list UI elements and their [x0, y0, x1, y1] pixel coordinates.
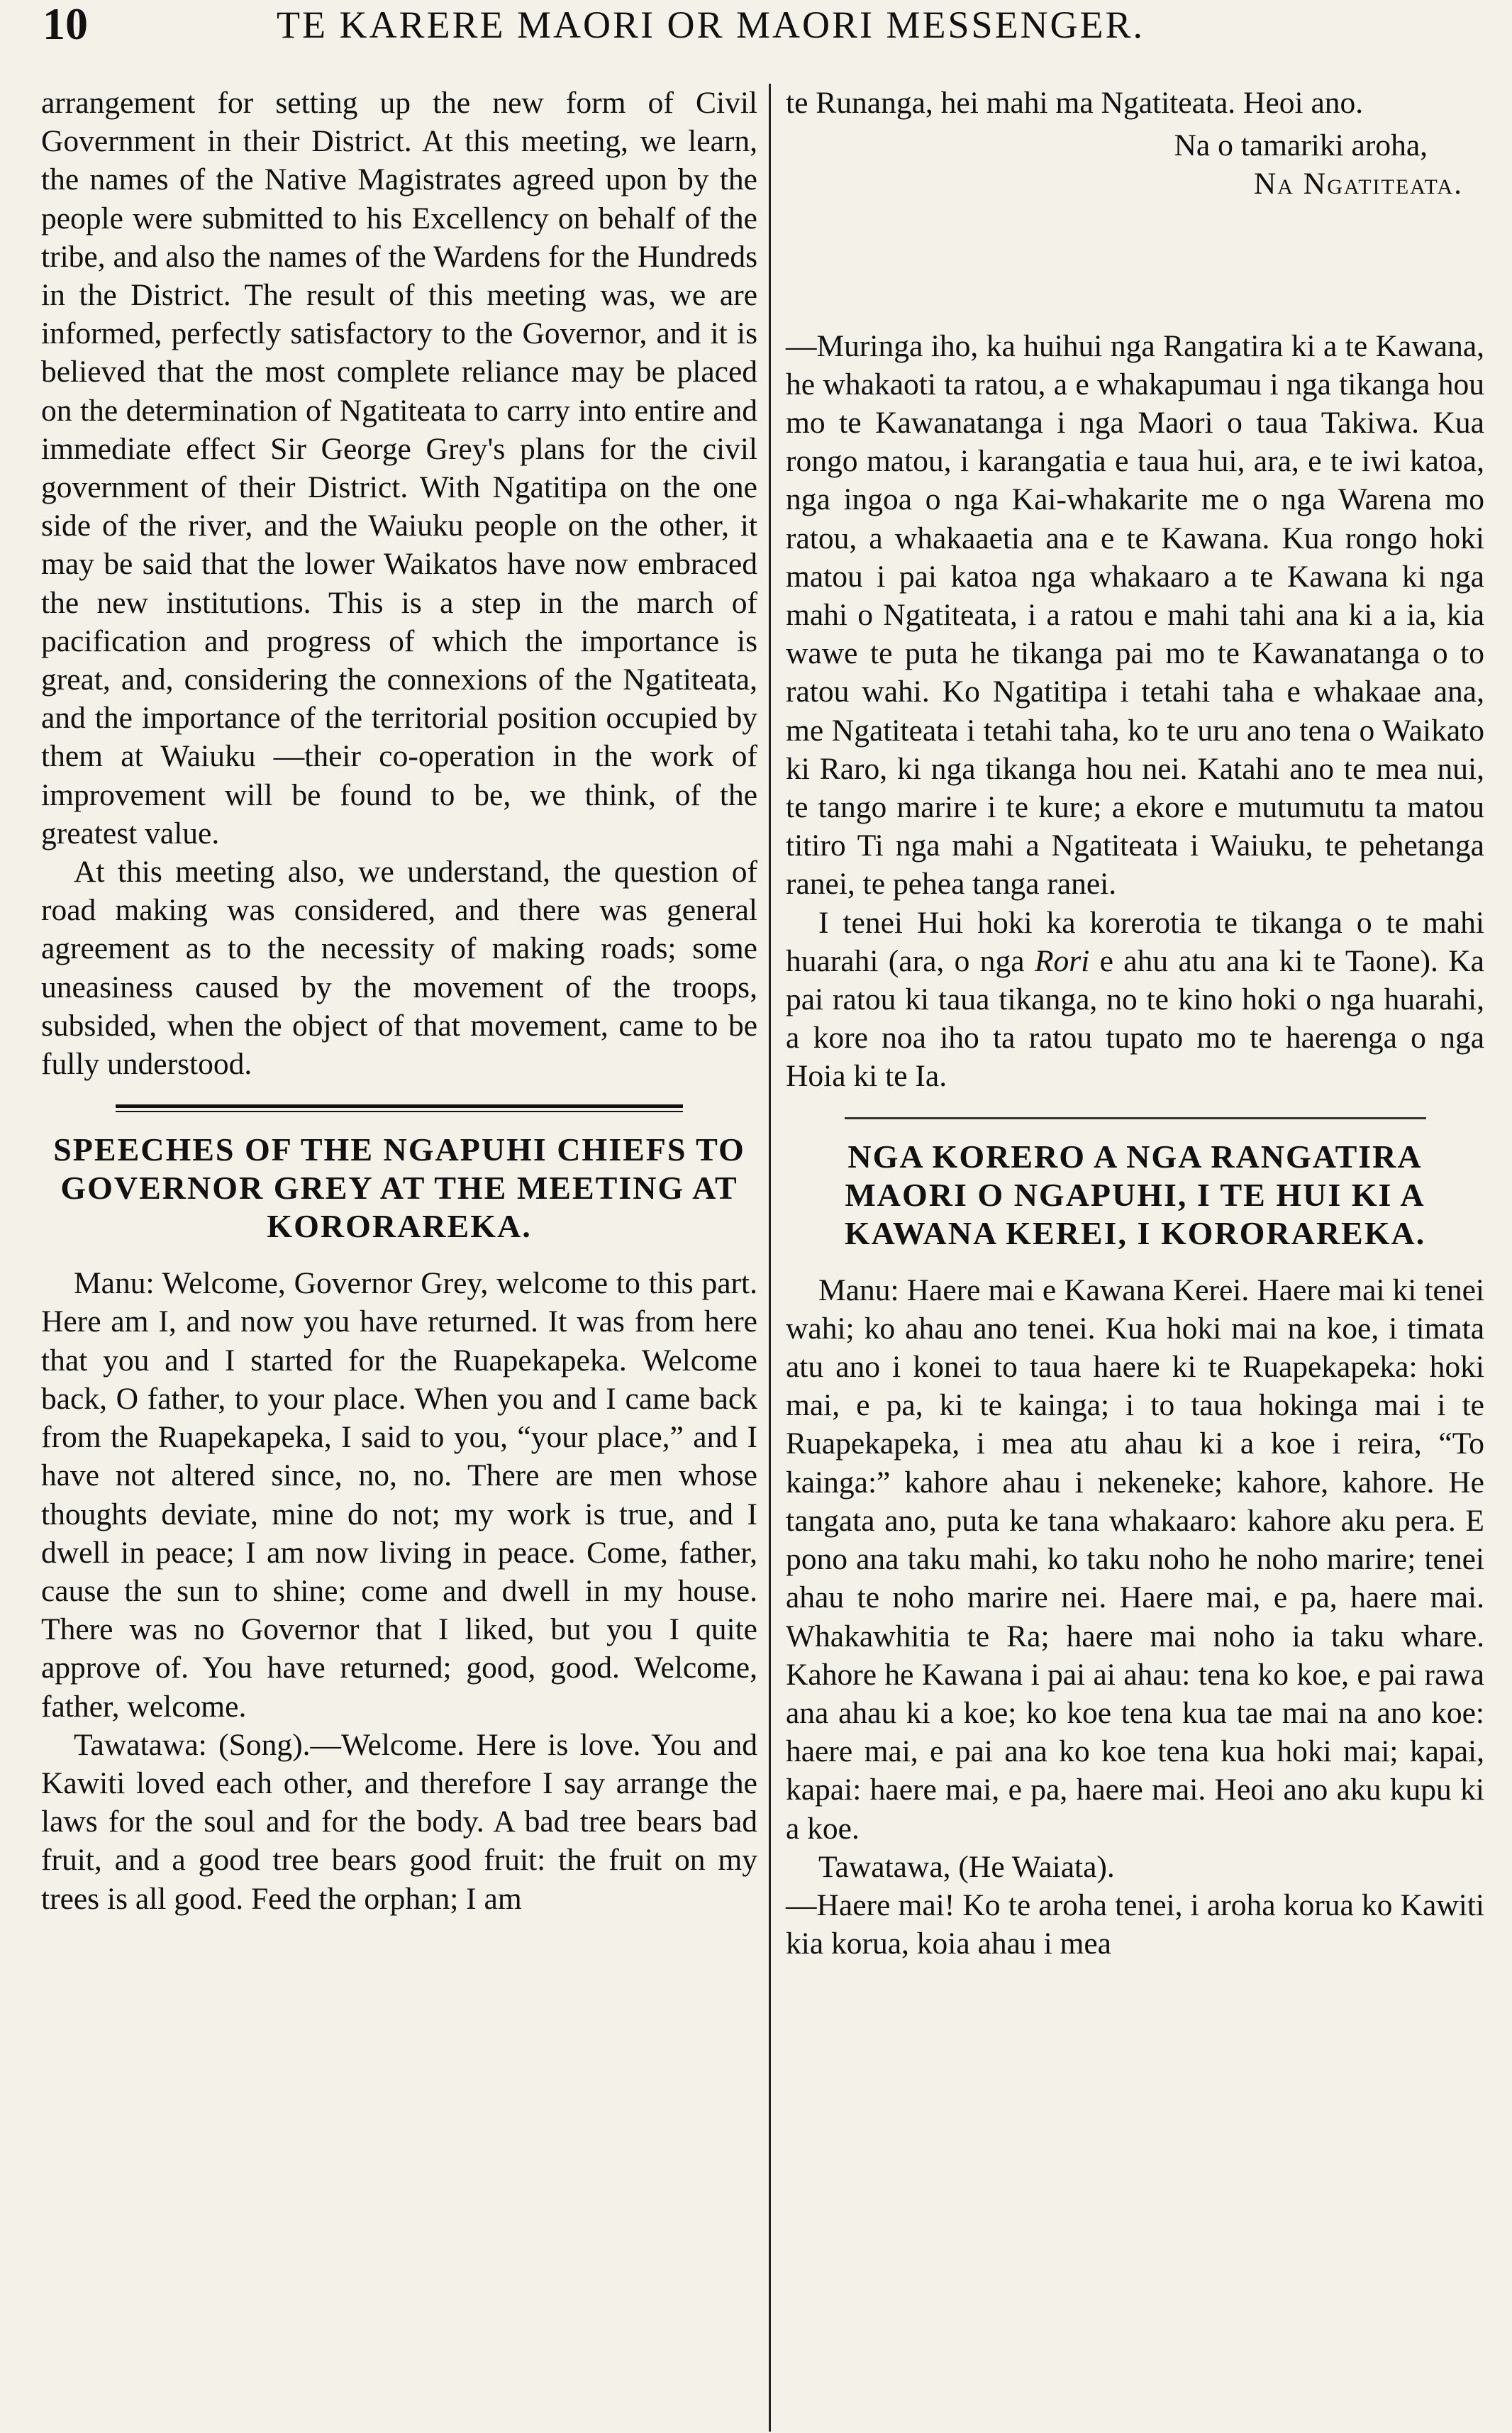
maori-column: [786, 84, 1484, 1963]
hui-text-after: e ahu atu ana ki te Taone). Ka pai ratou ki taua tikanga, no te kino hoki o nga huarahi, a kore noa iho ta ratou tupato mo te haerenga o nga Hoia ki te Ia.: [786, 943, 1484, 1094]
right-manu-speech: Manu: Haere mai e Kawana Kerei. Haere mai ki tenei wahi; ko ahau ano tenei. Kua hoki mai na koe, i timata atu ano i konei to taua haere ki te Ruapekapeka: hoki mai, e pa, ki te kainga; i to taua hokinga mai i te Ruapekapeka, i mea atu ahau ki a koe i reira, “To kainga:” kahore ahau i nekeneke; kahore, kahore. He tangata ano, puta ke tana whakaaro: kahore aku pera. E pono ana taku mahi, ko taku noho he noho marire; tenei ahau te noho marire nei. Haere mai, e pa, haere mai. Whakawhitia te Ra; haere mai noho ia taku whare. Kahore he Kawana i pai ai ahau: tena ko koe, e pai rawa ana ahau ki a koe; ko koe tena kua tae mai na ano koe: haere mai, e pai ana ko koe tena kua hoki mai; kapai, kapai: haere mai, e pa, haere mai. Heoi ano aku kupu ki a koe.: [786, 1273, 1484, 1846]
column-divider: [769, 84, 771, 2432]
right-intro-paragraph: te Runanga, hei mahi ma Ngatiteata. Heoi ano.: [786, 86, 1364, 120]
left-tawatawa-speech: Tawatawa: (Song).—Welcome. Here is love. You and Kawiti loved each other, and therefore I say arrange the laws for the soul and for the body. A bad tree bears bad fruit, and a good tree bears good fruit: the fruit on my trees is all good. Feed the orphan; I am: [41, 1727, 757, 1916]
page-header: [43, 0, 1468, 78]
running-title: TE KARERE MAORI OR MAORI MESSENGER.: [277, 4, 1145, 46]
right-tawatawa-speech: —Haere mai! Ko te aroha tenei, i aroha korua ko Kawiti kia korua, koia ahau i mea: [786, 1888, 1484, 1961]
signoff-line-1: Na o tamariki aroha,: [1174, 128, 1428, 163]
left-road-paragraph: At this meeting also, we understand, the question of road making was considered, and there was general agreement as to the necessity of making roads; some uneasiness caused by the movement of the troops, subsided, when the object of that movement, came to be fully understood.: [41, 855, 757, 1082]
section-rule-right: [845, 1117, 1426, 1119]
right-section-title: NGA KORERO A NGA RANGATIRA MAORI O NGAPUHI, I TE HUI KI A KAWANA KEREI, I KORORAREKA.: [844, 1138, 1426, 1251]
page-number: 10: [43, 0, 88, 49]
rori-word: Rori: [1034, 943, 1090, 978]
left-intro-paragraph: arrangement for setting up the new form of Civil Government in their District. At this meeting, we learn, the names of the Native Magistrates agreed upon by the people were submitted to his Excellency on behalf of the tribe, and also the names of the Wardens for the Hundreds in the District. The result of this meeting was, we are informed, perfectly satisfactory to the Governor, and it is believed that the most complete reliance may be placed on the determination of Ngatiteata to carry into entire and immediate effect Sir George Grey's plans for the civil government of their District. With Ngatitipa on the one side of the river, and the Waiuku people on the other, it may be said that the lower Waikatos have now embraced the new institutions. This is a step in the march of pacification and progress of which the importance is great, and, considering the connexions of the Ngatiteata, and the importance of the territorial position occupied by them at Waiuku —their co-operation in the work of improvement will be found to be, we think, of the greatest value.: [41, 86, 757, 850]
signoff-line-2: Na Ngatiteata.: [1253, 167, 1463, 201]
hui-text-before: I tenei Hui hoki ka korerotia te tikanga o te mahi huarahi (ara, o nga: [786, 905, 1484, 978]
right-muringa-paragraph: —Muringa iho, ka huihui nga Rangatira ki a te Kawana, he whakaoti ta ratou, a e whakapumau i nga tikanga hou mo te Kawanatanga i nga Maori o taua Takiwa. Kua rongo matou, i karangatia e taua hui, ara, e te iwi katoa, nga ingoa o nga Kai-whakarite me o nga Warena mo ratou, a whakaaetia ana e te Kawana. Kua rongo hoki matou i pai katoa nga whakaaro a te Kawana ki nga mahi o Ngatiteata, i a ratou e mahi tahi ana ki a ia, kia wawe te puta he tikanga pai mo te Kawanatanga o to ratou wahi. Ko Ngatitipa i tetahi taha e whakaae ana, me Ngatiteata i tetahi taha, ko te uru ano tena o Waikato ki Raro, ki nga tikanga hou nei. Katahi ano te mea nui, te tango marire i te kure; a ekore e mutumutu ta matou titiro Ti nga mahi a Ngatiteata i Waiuku, te pehetanga ranei, te pehea tanga ranei.: [786, 328, 1484, 902]
right-tawatawa-label: Tawatawa, (He Waiata).: [818, 1849, 1115, 1884]
column-gap: [786, 204, 1484, 327]
english-column: [41, 84, 757, 1918]
left-section-title: SPEECHES OF THE NGAPUHI CHIEFS TO GOVERNOR GREY AT THE MEETING AT KORORAREKA.: [53, 1131, 745, 1245]
section-rule: [116, 1104, 683, 1112]
right-hui-paragraph: [786, 904, 1484, 1096]
left-manu-speech: Manu: Welcome, Governor Grey, welcome to this part. Here am I, and now you have returned. It was from here that you and I started for the Ruapekapeka. Welcome back, O father, to your place. When you and I came back from the Ruapekapeka, I said to you, “your place,” and I have not altered since, no, no. There are men whose thoughts deviate, mine do not; my work is true, and I dwell in peace; I am now living in peace. Come, father, cause the sun to shine; come and dwell in my house. There was no Governor that I liked, but you I quite approve of. You have returned; good, good. Welcome, father, welcome.: [41, 1266, 757, 1724]
